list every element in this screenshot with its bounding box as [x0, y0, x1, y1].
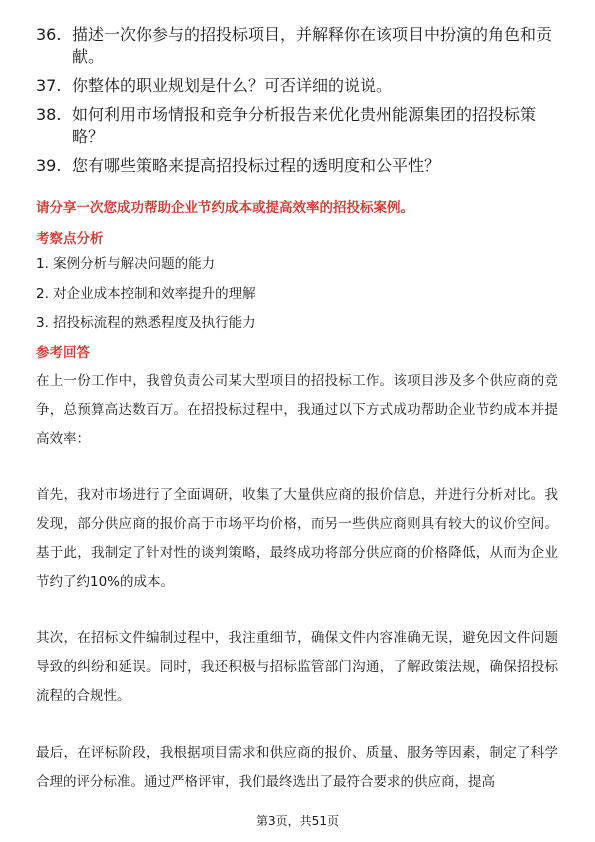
answer-paragraph: 最后，在评标阶段，我根据项目需求和供应商的报价、质量、服务等因素，制定了科学合理的评分标准。通过严格评审，我们最终选出了最符合要求的供应商，提高: [36, 745, 558, 790]
question-text: 如何利用市场情报和竞争分析报告来优化贵州能源集团的招投标策略？: [72, 105, 537, 146]
analysis-point: 3. 招投标流程的熟悉程度及执行能力: [36, 315, 256, 331]
question-item: [36, 75, 556, 97]
question-list: [36, 24, 556, 184]
analysis-point: 2. 对企业成本控制和效率提升的理解: [36, 286, 256, 302]
question-item: [36, 104, 556, 148]
question-number: 37.: [36, 76, 62, 95]
featured-question: 请分享一次您成功帮助企业节约成本或提高效率的招投标案例。: [36, 200, 414, 216]
answer-paragraph: 其次，在招标文件编制过程中，我注重细节，确保文件内容准确无误，避免因文件问题导致的纠纷和延误。同时，我还积极与招标监管部门沟通，了解政策法规，确保招投标流程的合规性。: [36, 630, 558, 704]
question-item: [36, 24, 556, 68]
question-number: 38.: [36, 105, 62, 124]
answer-paragraph: 首先，我对市场进行了全面调研，收集了大量供应商的报价信息，并进行分析对比。我发现，部分供应商的报价高于市场平均价格，而另一些供应商则具有较大的议价空间。基于此，我制定了针对性的谈判策略，最终成功将部分供应商的价格降低，从而为企业节约了约10%的成本。: [36, 487, 558, 590]
question-item: [36, 155, 556, 177]
page-footer: 第3页，共51页: [256, 814, 339, 828]
analysis-point: 1. 案例分析与解决问题的能力: [36, 256, 216, 272]
question-number: 39.: [36, 156, 62, 175]
answer-heading: 参考回答: [36, 345, 90, 361]
question-text: 描述一次你参与的招投标项目，并解释你在该项目中扮演的角色和贡献。: [72, 25, 553, 66]
question-text: 你整体的职业规划是什么？可否详细的说说。: [72, 76, 393, 95]
answer-paragraph: 在上一份工作中，我曾负责公司某大型项目的招投标工作。该项目涉及多个供应商的竞争，总预算高达数百万。在招投标过程中，我通过以下方式成功帮助企业节约成本并提高效率：: [36, 373, 558, 447]
question-text: 您有哪些策略来提高招投标过程的透明度和公平性？: [72, 156, 441, 175]
question-number: 36.: [36, 25, 62, 44]
analysis-heading: 考察点分析: [36, 231, 104, 247]
